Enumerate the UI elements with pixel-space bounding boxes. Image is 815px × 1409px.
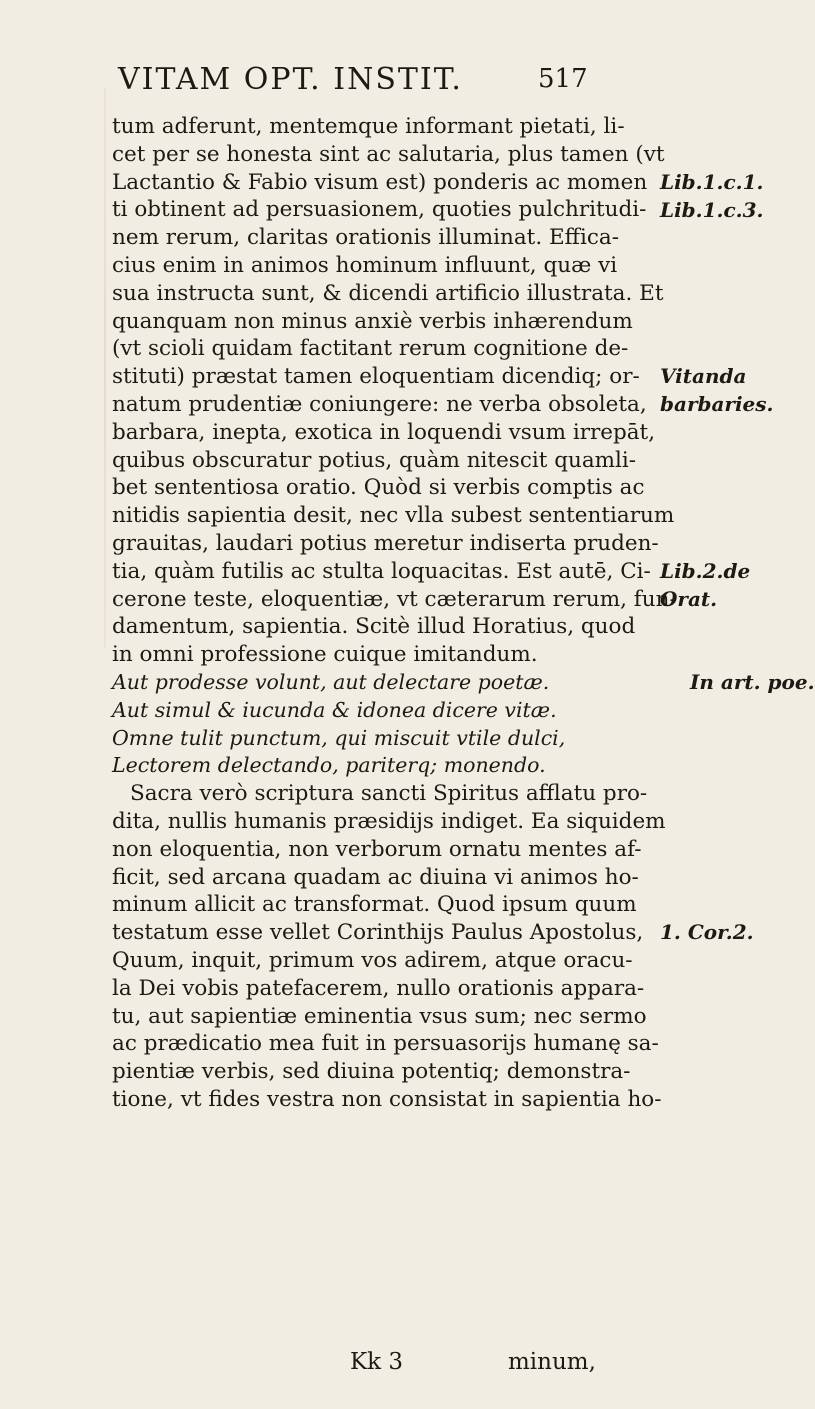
text-line: ficit, sed arcana quadam ac diuina vi animos ho- [112, 864, 639, 890]
text-line: nem rerum, claritas orationis illuminat. Effica- [112, 225, 619, 251]
text-line: tu, aut sapientiæ eminentia vsus sum; nec sermo [112, 1003, 647, 1029]
text-line: quibus obscuratur potius, quàm nitescit quamli- [112, 447, 637, 473]
text-line: stituti) præstat tamen eloquentiam dicendiq; or- [112, 364, 640, 390]
text-line: nitidis sapientia desit, nec vlla subest sententiarum [112, 503, 675, 529]
marginal-note: Vitanda [660, 364, 747, 388]
text-line: Quum, inquit, primum vos adirem, atque oracu- [112, 947, 633, 973]
text-line: barbara, inepta, exotica in loquendi vsum irrepāt, [112, 419, 656, 445]
text-line: Sacra verò scriptura sancti Spiritus afflatu pro- [130, 781, 648, 807]
running-title: VITAM OPT. INSTIT. [118, 62, 463, 97]
text-line: sua instructa sunt, & dicendi artificio illustrata. Et [112, 280, 664, 306]
marginal-note: 1. Cor.2. [660, 920, 754, 944]
quote-line: Aut simul & iucunda & idonea dicere vitæ. [112, 697, 557, 722]
page-margin-shadow [104, 88, 106, 648]
page-number: 517 [538, 64, 588, 94]
text-line: Lactantio & Fabio visum est) ponderis ac momen [112, 169, 648, 195]
text-line: cius enim in animos hominum influunt, quæ vi [112, 252, 618, 278]
catchword: minum, [508, 1349, 596, 1375]
quote-line: Lectorem delectando, pariterq; monendo. [112, 753, 546, 778]
text-line: tum adferunt, mentemque informant pietati, li- [112, 114, 625, 139]
marginal-note: Lib.1.c.1. [660, 170, 764, 194]
text-line: in omni professione cuique imitandum. [112, 642, 538, 668]
text-line: (vt scioli quidam factitant rerum cognitione de- [112, 336, 629, 362]
marginal-note: Orat. [660, 587, 718, 611]
text-line: cerone teste, eloquentiæ, vt cæterarum rerum, fun- [112, 586, 677, 612]
text-line: bet sententiosa oratio. Quòd si verbis comptis ac [112, 475, 645, 501]
text-line: natum prudentiæ coniungere: ne verba obsoleta, [112, 391, 647, 417]
text-line: non eloquentia, non verborum ornatu mentes af- [112, 836, 642, 862]
text-line: pientiæ verbis, sed diuina potentiq; demonstra- [112, 1059, 631, 1085]
text-line: quanquam non minus anxiè verbis inhærendum [112, 308, 633, 334]
page-footer [350, 1349, 596, 1375]
text-line: la Dei vobis patefacerem, nullo orationis appara- [112, 975, 645, 1001]
quote-line: Omne tulit punctum, qui miscuit vtile dulci, [112, 725, 566, 750]
text-line: damentum, sapientia. Scitè illud Horatius, quod [112, 614, 636, 640]
marginal-note: Lib.1.c.3. [660, 198, 764, 222]
marginal-note: barbaries. [660, 392, 774, 416]
text-line: minum allicit ac transformat. Quod ipsum quum [112, 892, 637, 918]
quote-line: Aut prodesse volunt, aut delectare poetæ. [112, 669, 550, 694]
text-line: testatum esse vellet Corinthijs Paulus Apostolus, [112, 920, 644, 946]
text-line: dita, nullis humanis præsidijs indiget. Ea siquidem [112, 808, 666, 834]
marginal-note: In art. poe. [690, 670, 815, 694]
text-line: cet per se honesta sint ac salutaria, plus tamen (vt [112, 141, 665, 167]
text-line: tia, quàm futilis ac stulta loquacitas. Est autē, Ci- [112, 558, 651, 584]
text-line: ti obtinent ad persuasionem, quoties pulchritudi- [112, 197, 647, 223]
text-line: grauitas, laudari potius meretur indiserta pruden- [112, 530, 659, 556]
running-header [118, 62, 718, 97]
text-line: tione, vt fides vestra non consistat in sapientia ho- [112, 1086, 662, 1112]
main-text-block [112, 113, 677, 1114]
text-line: ac prædicatio mea fuit in persuasorijs humanę sa- [112, 1031, 659, 1057]
marginal-note: Lib.2.de [660, 559, 751, 583]
signature-mark: Kk 3 [350, 1349, 404, 1375]
